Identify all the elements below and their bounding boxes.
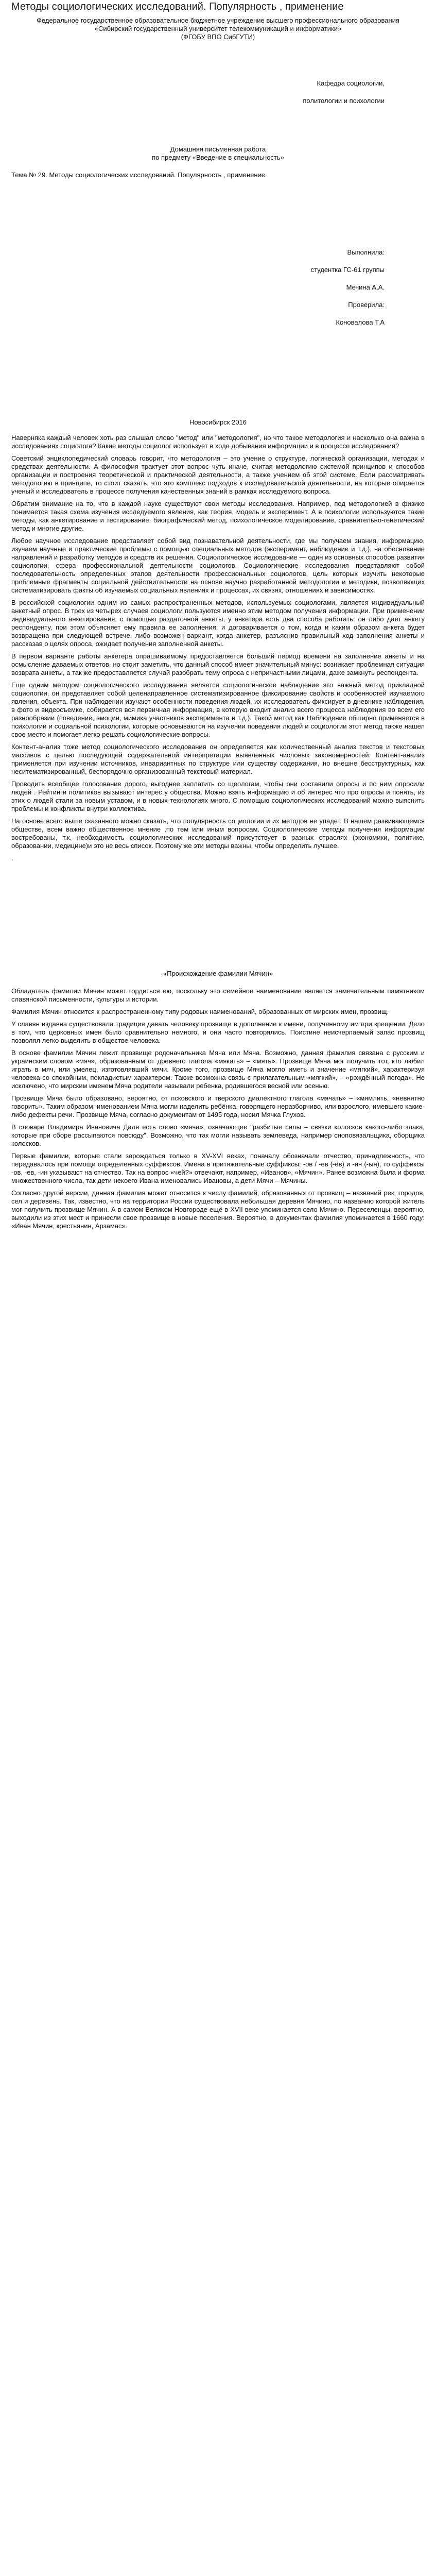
paragraph: В основе фамилии Мячин лежит прозвище родоначальника Мяча или Мяча. Возможно, данная фамилия связана с русским и украинским словом «мяч», образованным от древнего глагола «мякать» – «мять». Прозвище Мяча мог получить тот, кто любил играть в мяч, или умелец, изготовлявший мячи. Кроме того, прозвище Мяча могло иметь и значение «мягкий», характеризуя человека со спокойным, покладистым характером. Также возможна связь с прилагательным «мягкий», – «рождённый погода». Не исключено, что мирским именем Мяча родители называли ребенка, родившегося весной или осенью. [11,1049,425,1090]
institution-header [11,16,425,41]
document-page [0,1,436,2576]
paragraph: Фамилия Мячин относится к распространенному типу родовых наименований, образованных от мирских имен, прозвищ. [11,1008,389,1015]
paragraph: Согласно другой версии, данная фамилия может относится к числу фамилий, образованных от прозвищ – названий рек, городов, сел и деревень. Так, известно, что на территории России существовала небольшая деревня Мячино, по названию которой житель мог получить прозвище Мячин. А в самом Великом Новгороде ещё в XVII веке упоминается село Мячино. Переселенцы, вероятно, выходили из этих мест и принесли свое прозвище в новые поселения. Вероятно, в документах фамилия упоминается в 1660 году: «Иван Мячин, крестьянин, Арзамас». [11,1189,425,1230]
paragraph: У славян издавна существовала традиция давать человеку прозвище в дополнение к имени, полученному им при крещении. Дело в том, что церковных имен было сравнительно немного, и они часто повторялись. Поистине неисчерпаемый запас прозвищ позволял легко выделить в обществе человека. [11,1020,425,1044]
paragraph: В словаре Владимира Ивановича Даля есть слово «мяча», означающее "разбитые силы – связки колосков какого-либо злака, которые при сборе рассыпаются повсюду". Возможно, что так могли называть землеведа, например сноповязальщика, сборщика колосков. [11,1123,425,1147]
work-type-line: по предмету «Введение в специальность» [152,154,284,161]
department-line: Кафедра социологии, [317,79,385,87]
page-title: Методы социологических исследований. Популярность , применение [11,1,344,12]
paragraph: В российской социологии одним из самых распространенных методов, используемых социологами, является индивидуальный анкетный опрос. В трех из четырех случаев социологи пользуются именно этим методом получения информации. При применении индивидуального анкетирования, с помощью раздаточной анкеты, у анкетера есть два способа работать: он либо дает анкету респонденту, при этом объясняет ему правила ее заполнения; и договаривается о том, когда и каким образом анкета будет возвращена при следующей встрече, либо возможен вариант, когда анкетер, разъяснив правильный ход заполнения анкеты и рассказав о целях опроса, ожидает получения заполненной анкеты. [11,599,425,648]
signature-line: студентка ГС-61 группы [310,266,385,274]
section2-text [11,987,425,1230]
paragraph: Наверняка каждый человек хоть раз слышал слово "метод" или "методология", но что такое методология и насколько она важна в исследованиях социолога? Какие методы социолог использует в ходе добывания информации и в процессе исследования? [11,434,425,450]
paragraph: Первые фамилии, которые стали зарождаться только в XV-XVI веках, поначалу обозначали отчество, принадлежность, что передавалось при помощи определенных суффиксов. Имена в притяжательные суффиксы: -ов / -ев (-ёв) и -ин (-ын), то суффиксы -ов, -ев, -ин указывают на отчество. Так на вопрос «чей?» отвечают, например, «Иванов», «Мячин». Ранее возможна была и форма множественного числа, так дети некоего Ивана именовались Ивановы, а дети Мячи – Мячины. [11,1152,425,1184]
signature-line: Выполнила: [347,248,385,256]
theme-line: Тема № 29. Методы социологических исследований. Популярность , применение. [11,171,267,179]
institution-line: (ФГОБУ ВПО СибГУТИ) [181,33,255,41]
paragraph: Прозвище Мяча было образовано, вероятно, от псковского и тверского диалектного глагола «мячать» – «мямлить, «невнятно говорить». Таким образом, именованием Мяча могли наделить ребёнка, говорящего неразборчиво, или взрослого, имевшего какие-либо дефекты речи. Прозвище Мяча, согласно документам от 1495 года, носил Мячка Глухов. [11,1094,425,1118]
paragraph: Еще одним методом социологического исследования является социологическое наблюдение это важный метод прикладной социологии, он представляет собой целенаправленное систематизированное фиксирование свойств и особенностей изучаемого явления, объекта. При наблюдении изучают особенности поведения людей, их исследователь фиксирует в дневнике наблюдения, в фото и видеосъемке, собирается вся первичная информация, в которую входит анализ всего процесса наблюдения во всем его разнообразии (поведение, эмоции, мимика участников эксперимента и т.д.). Такой метод как Наблюдение обширно применяется в психологии и социальной психологии, которые основываются на изучении поведения людей и социологии этот метод также нашел свое место и помогает легко решать социологические вопросы. [11,681,425,738]
paragraph: На основе всего выше сказанного можно сказать, что популярность социологии и их методов не упадет. В нашем развивающемся обществе, всем важно общественное мнение ,по тем или иным вопросам. Социологические методы получения информации востребованы, т.к. необходимость социологических исследований присутствует в разных отраслях (экономики, политике, образовании, медицине)и это не весь список. Поэтому же эти методы важны, чтобы определить лучшее. [11,817,425,850]
paragraph: В первом варианте работы анкетера опрашиваемому предоставляется больший период времени на заполнение анкеты и на осмысление даваемых ответов, но стоит заметить, что данный способ имеет значительный минус: возникает проблемная ситуация возврата анкеты, а так же предоставляется случай разобрать тему опроса с непричастными лицами, даже замкнуть респондента. [11,652,425,676]
signature-line: Мечина А.А. [346,283,385,291]
department-line: политологии и психологии [303,97,385,105]
institution-line: «Сибирский государственный университет телекоммуникаций и информатики» [94,25,342,32]
signature-line: Проверила: [348,301,385,309]
signature-block [11,248,425,327]
paragraph: Контент-анализ тоже метод социологического исследования он определяется как количественный анализ текстов и текстовых массивов с целью последующей содержательной интерпретации выявленных числовых закономерностей. Контент-анализ применяется при изучении источников, инвариантных по структуре или существу содержания, но внешне бесструктурных, как неситематизированный, беспорядочно организованный текстовый материал. [11,743,425,775]
paragraph: . [11,854,13,862]
paragraph: Обратим внимание на то, что в каждой науке существуют свои методы исследования. Например, под методологией в физике понимается такая схема изучения исследуемого явления, как теория, модель и эксперимент. А в психологии используются такие методы, как анкетирование и тестирование, биографический метод, психологическое моделирование, сравнительно-генетический метод и многие другие. [11,500,425,532]
work-type-block [11,145,425,162]
main-text [11,434,425,862]
paragraph: Проводить всеобщее голосование дорого, выгоднее заплатить со щеологам, чтобы они составили опросы и по ним опросили людей . Рейтинги политиков вызывают интерес у общества. Можно взять информацию и об интерес что про опросы и понять, из этих о людей стали за новым уставом, и в новых технологиях много. С помощью социологических исследований можно выяснить проблемы и конфликты внутри коллектива. [11,780,425,812]
department-block [11,79,425,105]
city-year: Новосибирск 2016 [189,418,247,426]
paragraph: Любое научное исследование представляет собой вид познавательной деятельности, где мы получаем знания, информацию, изучаем научные и практические проблемы с помощью специальных методов (эксперимент, наблюдение и т.д.), на обоснование направлений и разработку методов и средств их решения. Социологическое исследование — один из основных способов развития социологии, сфера профессиональной деятельности социологов. Социологические исследования представляют собой последовательность определенных этапов деятельности профессиональных социологов, цель которых изучить некоторые проблемные фрагменты социальной действительности на основе научно разработанной методологии и методики, позволяющих систематизировать факты об изучаемых социальных явлениях и процессах, их связях, отношениях и зависимостях. [11,537,425,594]
signature-line: Коновалова Т.А [336,318,385,326]
paragraph: Обладатель фамилии Мячин может гордиться ею, поскольку это семейное наименование является замечательным памятником славянской письменности, культуры и истории. [11,987,425,1003]
work-type-line: Домашняя письменная работа [170,145,266,153]
paragraph: Советский энциклопедический словарь говорит, что методология – это учение о структуре, логической организации, методах и средствах деятельности. А философия трактует этот вопрос чуть иначе, считая методологию системой принципов и способов организации и построения теоретической и практической деятельности, а также учением об этой системе. Если рассматривать методологию в принципе, то стоит сказать, что это комплекс подходов к исследовательской деятельности, на которые опирается ученый и исследователь в процессе получения качественных знаний в рамках исследуемого вопроса. [11,454,425,495]
institution-line: Федеральное государственное образовательное бюджетное учреждение высшего профессионального образования [36,16,400,24]
section-title: «Происхождение фамилии Мячин» [163,970,273,977]
